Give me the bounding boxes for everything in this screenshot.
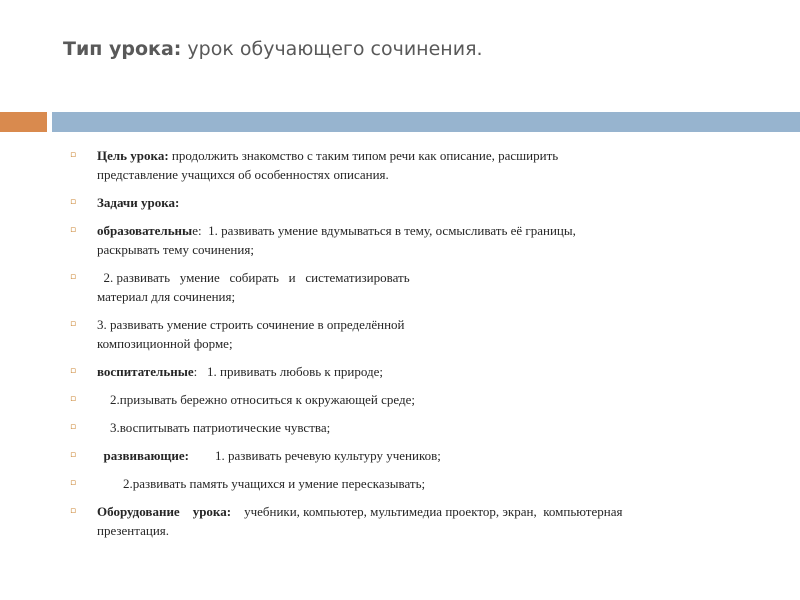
slide-title: [63, 38, 483, 60]
item-label: развивающие:: [97, 448, 189, 463]
item-text-line-2: материал для сочинения;: [97, 289, 236, 304]
square-bullet-icon: ▫: [70, 478, 77, 488]
blue-accent-bar: [52, 112, 800, 132]
square-bullet-icon: ▫: [70, 319, 77, 329]
square-bullet-icon: ▫: [70, 225, 77, 235]
item-text-line-2: композиционной форме;: [97, 336, 233, 351]
list-item-upbringing: [0, 362, 800, 381]
item-label: Цель урока:: [97, 148, 169, 163]
item-text: е: 1. развивать умение вдумываться в тему, осмысливать её границы,: [192, 223, 576, 238]
item-text: : 1. прививать любовь к природе;: [193, 364, 383, 379]
square-bullet-icon: ▫: [70, 394, 77, 404]
square-bullet-icon: ▫: [70, 422, 77, 432]
square-bullet-icon: ▫: [70, 272, 77, 282]
list-item-developing-2: [0, 474, 800, 493]
item-text: продолжить знакомство с таким типом речи как описание, расширить: [168, 148, 559, 163]
item-label: Оборудование урока:: [97, 504, 232, 519]
item-text: учебники, компьютер, мультимедиа проектор, экран, компьютерная: [231, 504, 623, 519]
item-text: 3.воспитывать патриотические чувства;: [97, 420, 331, 435]
square-bullet-icon: ▫: [70, 197, 77, 207]
item-text-line-2: раскрывать тему сочинения;: [97, 242, 254, 257]
square-bullet-icon: ▫: [70, 366, 77, 376]
list-item-upbringing-2: [0, 390, 800, 409]
slide-title-rest: урок обучающего сочинения.: [181, 38, 483, 60]
item-text: 3. развивать умение строить сочинение в определённой: [97, 317, 405, 332]
item-text: 2. развивать умение собирать и систематизировать: [97, 270, 410, 285]
item-text-line-2: представление учащихся об особенностях описания.: [97, 167, 389, 182]
list-item-equipment: [0, 502, 800, 540]
item-label: образовательны: [97, 223, 193, 238]
item-text: 1. развивать речевую культуру учеников;: [188, 448, 441, 463]
item-text-line-2: презентация.: [97, 523, 170, 538]
list-item-developing: [0, 446, 800, 465]
square-bullet-icon: ▫: [70, 506, 77, 516]
item-label: воспитательные: [97, 364, 194, 379]
list-item-goal: [0, 146, 800, 184]
item-text: 2.призывать бережно относиться к окружающей среде;: [97, 392, 415, 407]
item-label: Задачи урока:: [97, 195, 180, 210]
square-bullet-icon: ▫: [70, 450, 77, 460]
list-item-educational-2: [0, 268, 800, 306]
slide-title-bold: Тип урока:: [63, 38, 182, 60]
list-item-educational-3: [0, 315, 800, 353]
list-item-upbringing-3: [0, 418, 800, 437]
square-bullet-icon: ▫: [70, 150, 77, 160]
list-item-educational: [0, 221, 800, 259]
item-text: 2.развивать память учащихся и умение пересказывать;: [97, 476, 426, 491]
orange-accent-bar: [0, 112, 47, 132]
list-item-tasks: [0, 193, 800, 212]
lesson-plan-list: [0, 146, 800, 549]
